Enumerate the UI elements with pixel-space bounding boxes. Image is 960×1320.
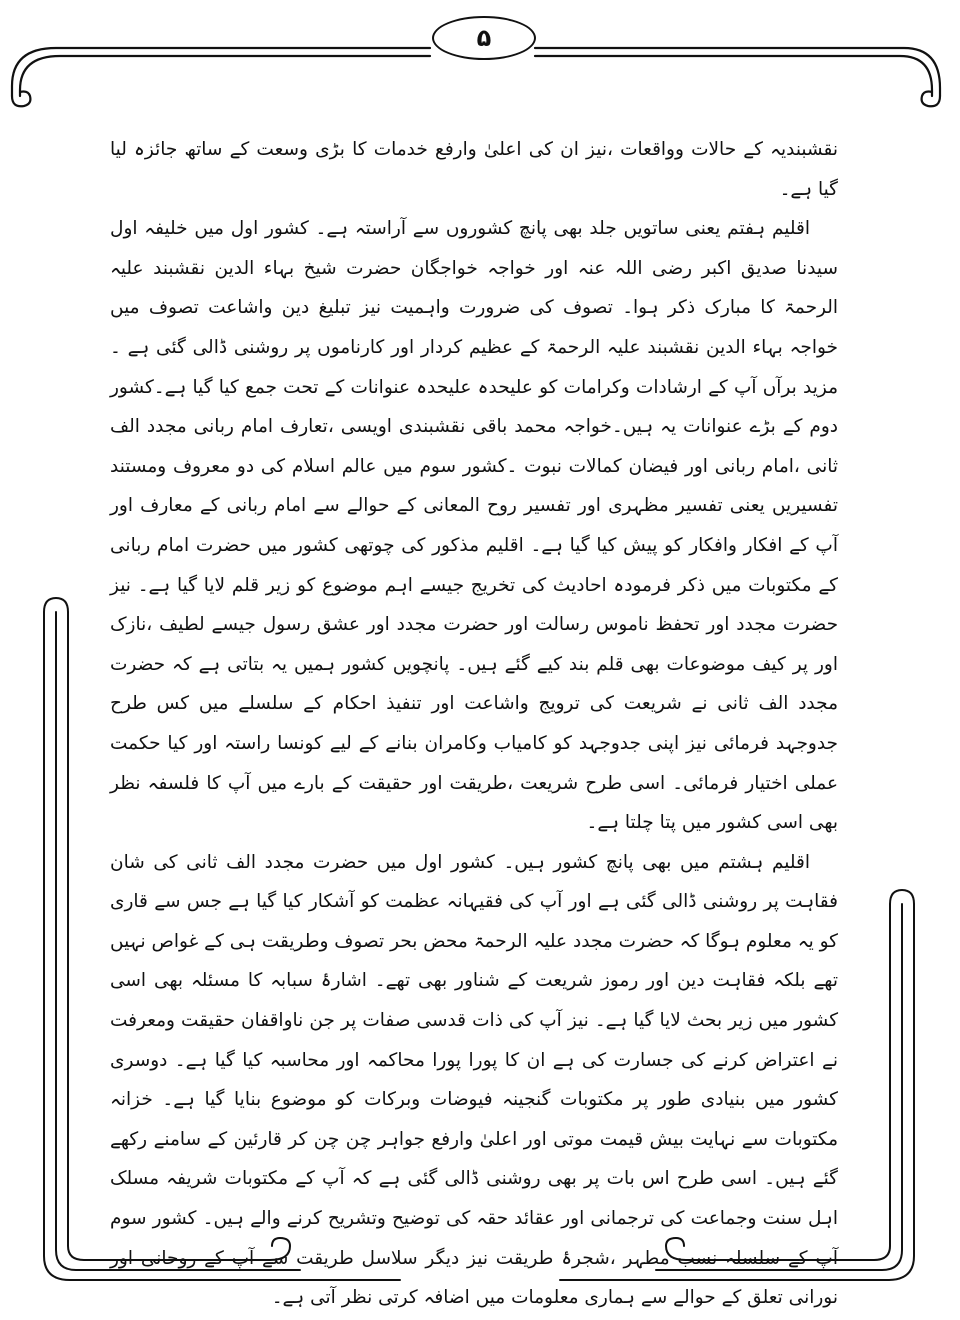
right-top-finial — [890, 890, 914, 904]
paragraph-1: نقشبندیہ کے حالات وواقعات ،نیز ان کی اعلیٰ وارفع خدمات کا بڑی وسعت کے ساتھ جائزہ لیا گیا ہے۔ — [110, 139, 838, 200]
paragraph-3: اقلیم ہشتم میں بھی پانچ کشور ہیں۔ کشور اول میں حضرت مجدد الف ثانی کی شان فقاہت پر روشنی ڈالی گئی ہے اور آپ کی فقیہانہ عظمت کو آشکار کیا گیا ہے جس سے قاری کو یہ معلوم ہوگا کہ حضرت مجدد علیہ الرحمۃ محض بحر تصوف وطریقت ہی کے غواص نہیں تھے بلکہ فقاہت دین اور رموز شریعت کے شناور بھی تھے۔ اشارۂ سبابہ کا مسئلہ بھی اسی کشور میں زیر بحث لایا گیا ہے۔ نیز آپ کی ذات قدسی صفات پر جن ناواقفان حقیقت ومعرفت نے اعتراض کرنے کی جسارت کی ہے ان کا پورا پورا محاکمہ اور محاسبہ کیا گیا ہے۔ دوسری کشور میں بنیادی طور پر مکتوبات گنجینہ فیوضات وبرکات کو موضوع بنایا گیا ہے۔ خزانہ مکتوبات سے نہایت بیش قیمت موتی اور اعلیٰ وارفع جواہر چن چن کر قارئین کے سامنے رکھے گئے ہیں۔ اسی طرح اس بات پر بھی روشنی ڈالی گئی ہے کہ آپ کے مکتوبات شریفہ مسلک اہل سنت وجماعت کی ترجمانی اور عقائد حقہ کی توضیح وتشریح کرنے والے ہیں۔ کشور سوم آپ کے سلسلہ نسب مطہر ،شجرۂ طریقت نیز دیگر سلاسل طریقت سے آپ کے روحانی اور نورانی تعلق کے حوالے سے ہماری معلومات میں اضافہ کرتی نظر آتی ہے۔ — [110, 851, 838, 1309]
top-border-right-inner-line — [535, 56, 932, 96]
top-border-left-inner-line — [20, 56, 430, 96]
left-top-finial — [44, 598, 68, 612]
paragraph-2: اقلیم ہفتم یعنی ساتویں جلد بھی پانچ کشوروں سے آراستہ ہے۔ کشور اول میں خلیفہ اول سیدنا صدیق اکبر رضی اللہ عنہ اور خواجہ خواجگان حضرت شیخ بہاء الدین نقشبند علیہ الرحمۃ کا مبارک ذکر ہوا۔ تصوف کی ضرورت واہمیت نیز تبلیغ دین واشاعت تصوف میں خواجہ بہاء الدین نقشبند علیہ الرحمۃ کے عظیم کردار اور کارناموں پر روشنی ڈالی گئی ہے ۔مزید برآں آپ کے ارشادات وکرامات کو علیحدہ علیحدہ عنوانات کے تحت جمع کیا گیا ہے۔کشور دوم کے بڑے عنوانات یہ ہیں۔خواجہ محمد باقی نقشبندی اویسی ،تعارف امام ربانی مجدد الف ثانی ،امام ربانی اور فیضان کمالات نبوت ۔کشور سوم میں عالم اسلام کی دو معروف ومستند تفسیریں یعنی تفسیر مظہری اور تفسیر روح المعانی کے حوالے سے امام ربانی کے معارف اور آپ کے افکار وافکار کو پیش کیا گیا ہے۔ اقلیم مذکور کی چوتھی کشور میں حضرت امام ربانی کے مکتوبات میں ذکر فرمودہ احادیث کی تخریج جیسے اہم موضوع کو زیر قلم لایا گیا ہے۔ نیز حضرت مجدد اور تحفظ ناموس رسالت اور حضرت مجدد اور عشق رسول جیسے لطیف ،نازک اور پر کیف موضوعات بھی قلم بند کیے گئے ہیں۔ پانچویں کشور ہمیں یہ بتاتی ہے کہ حضرت مجدد الف ثانی نے شریعت کی ترویج واشاعت اور تنفیذ احکام کے سلسلے میں کس طرح جدوجہد فرمائی نیز اپنی جدوجہد کو کامیاب وکامران بنانے کے لیے کونسا راستہ اور کیا حکمت عملی اختیار فرمائی۔ اسی طرح شریعت ،طریقت اور حقیقت کے بارے میں آپ کا فلسفہ نظر بھی اسی کشور میں پتا چلتا ہے۔ — [110, 218, 838, 834]
page-number-text: ۵ — [476, 24, 492, 52]
body-text — [110, 130, 838, 1318]
top-border-left-curl — [12, 92, 30, 107]
top-border-right-curl — [922, 92, 940, 107]
page-number — [432, 16, 536, 60]
